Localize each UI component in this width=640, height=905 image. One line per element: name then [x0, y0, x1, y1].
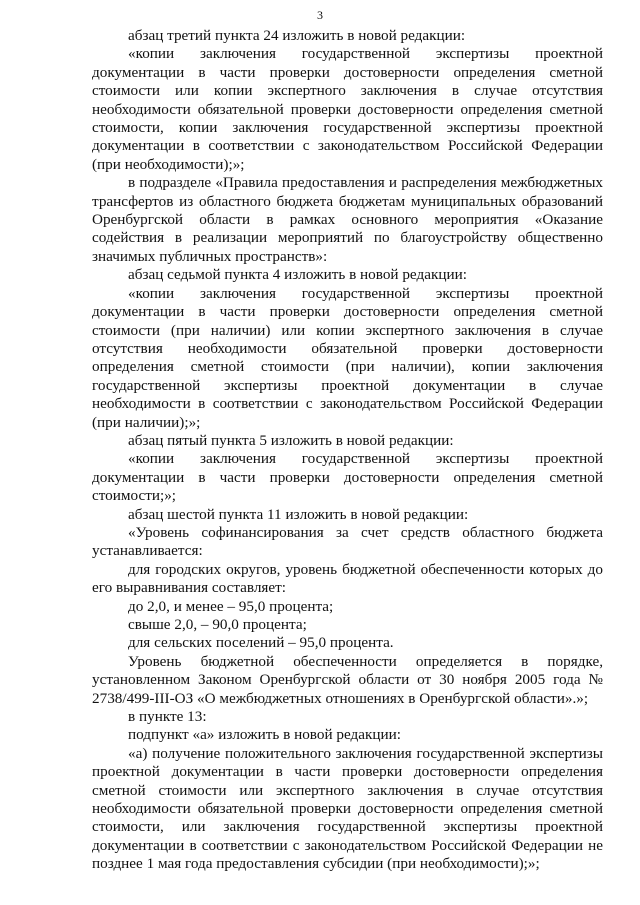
- paragraph-clause-24: абзац третий пункта 24 изложить в новой редакции:: [128, 27, 466, 44]
- paragraph-clause-11: абзац шестой пункта 11 изложить в новой редакции:: [128, 505, 469, 523]
- paragraph-city-districts: для городских округов, уровень бюджетной обеспеченности которых до его выравнивания составляет:: [92, 560, 603, 597]
- paragraph-subsection-rules: в подразделе «Правила предоставления и распределения межбюджетных трансфертов из областного бюджета бюджетам муниципальных образований Оренбургской области в рамках основного мероприятия «Оказание содействия в реализации мероприятий по благоустройству общественно значимых публичных пространств»:: [92, 174, 603, 265]
- paragraph-rural-settlements: для сельских поселений – 95,0 процента.: [128, 634, 394, 652]
- paragraph-clause-5: абзац пятый пункта 5 изложить в новой редакции:: [128, 431, 454, 449]
- paragraph-budget-level: Уровень бюджетной обеспеченности определяется в порядке, установленном Законом Оренбургской области от 30 ноября 2005 года № 2738/499-III-ОЗ «О межбюджетных отношениях в Оренбургской области».»;: [92, 652, 603, 707]
- paragraph-rate-up-to-2: до 2,0, и менее – 95,0 процента;: [128, 597, 334, 615]
- document-body: [92, 27, 603, 874]
- paragraph-quote-expertise-copies: «копии заключения государственной экспертизы проектной документации в части проверки достоверности определения сметной стоимости или копии экспертного заключения в случае отсутствия необходимости обязательной проверки достоверности определения сметной стоимости, копии заключения государственной экспертизы проектной документации в соответствии с законодательством Российской Федерации (при необходимости);»;: [92, 45, 603, 173]
- paragraph-clause-13: в пункте 13:: [128, 708, 207, 726]
- paragraph-quote-subclause-a: «а) получение положительного заключения государственной экспертизы проектной документации в части проверки достоверности определения сметной стоимости или экспертного заключения в случае отсутствия необходимости обязательной проверки достоверности определения сметной стоимости, или заключения государственной экспертизы проектной документации в соответствии с законодательством Российской Федерации не позднее 1 мая года предоставления субсидии (при необходимости);»;: [92, 744, 603, 873]
- paragraph-subclause-a: подпункт «а» изложить в новой редакции:: [128, 726, 401, 744]
- paragraph-quote-cofinancing: «Уровень софинансирования за счет средств областного бюджета устанавливается:: [92, 523, 603, 560]
- paragraph-clause-4: абзац седьмой пункта 4 изложить в новой редакции:: [128, 266, 467, 284]
- page-number: 3: [317, 8, 323, 22]
- paragraph-quote-clause-4: «копии заключения государственной экспертизы проектной документации в части проверки достоверности определения сметной стоимости (при наличии) или копии экспертного заключения в случае отсутствия необходимости обязательной проверки достоверности определения сметной стоимости (при наличии), копии заключения государственной экспертизы проектной документации в случае необходимости в соответствии с законодательством Российской Федерации (при наличии);»;: [92, 284, 603, 431]
- paragraph-rate-over-2: свыше 2,0, – 90,0 процента;: [128, 616, 307, 633]
- paragraph-quote-clause-5: «копии заключения государственной экспертизы проектной документации в части проверки достоверности определения сметной стоимости;»;: [92, 450, 603, 505]
